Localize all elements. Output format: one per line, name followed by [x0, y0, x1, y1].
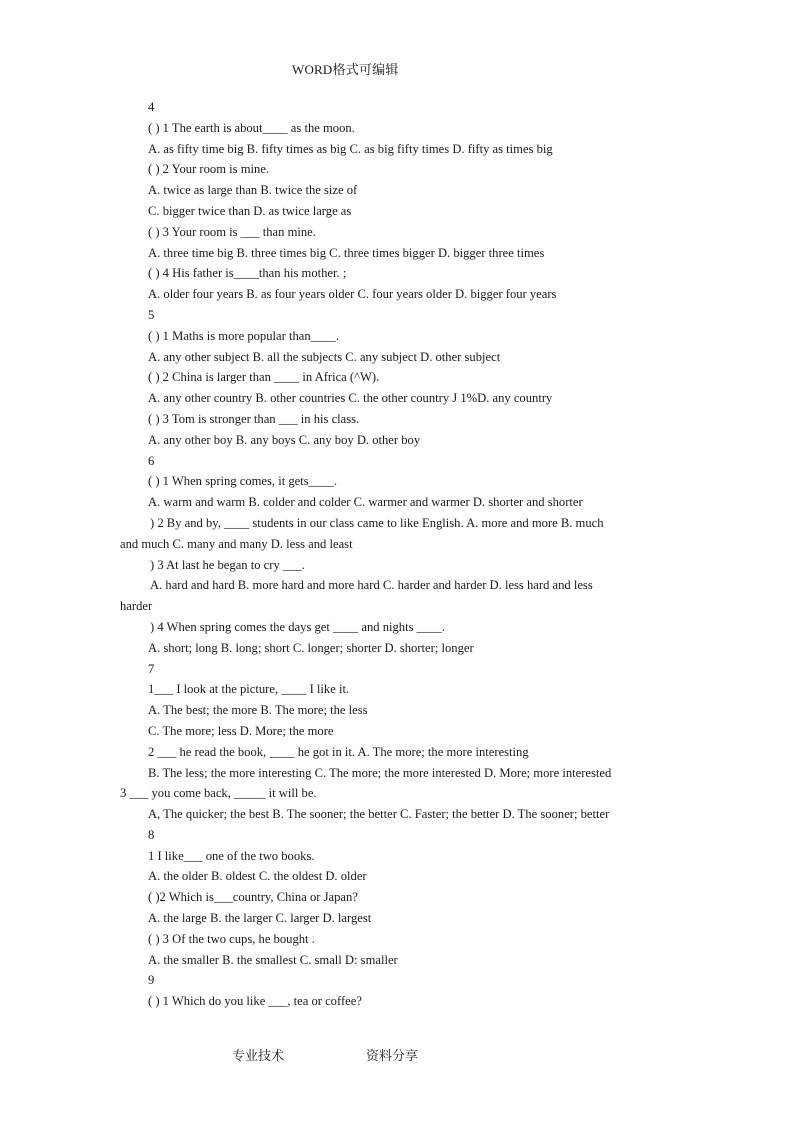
section-number: 6 [148, 453, 155, 468]
options-line: A. the large B. the larger C. larger D. largest [148, 911, 372, 926]
question-line: ( ) 4 His father is____than his mother. ; [148, 266, 347, 281]
options-line: A. The best; the more B. The more; the less [148, 703, 368, 718]
question-line: ( ) 2 Your room is mine. [148, 162, 270, 177]
question-line: ( )2 Which is___country, China or Japan? [148, 890, 358, 905]
question-line: ( ) 1 The earth is about____ as the moon. [148, 120, 355, 135]
options-line: C. The more; less D. More; the more [148, 723, 334, 738]
options-line: A. short; long B. long; short C. longer; shorter D. shorter; longer [148, 640, 474, 655]
question-line: ) 4 When spring comes the days get ____ and nights ____. [150, 619, 445, 634]
options-line: C. bigger twice than D. as twice large as [148, 203, 352, 218]
question-line: ) 2 By and by, ____ students in our class came to like English. A. more and more B. much [150, 515, 604, 530]
options-line: A. any other boy B. any boys C. any boy D. other boy [148, 432, 421, 447]
question-line: 3 ___ you come back, _____ it will be. [120, 786, 317, 801]
footer-left-text: 专业技术 [232, 1048, 285, 1063]
section-number: 4 [148, 100, 155, 114]
options-line: A. any other country B. other countries C. the other country J 1%D. any country [148, 391, 553, 406]
question-line: ( ) 1 When spring comes, it gets____. [148, 474, 337, 489]
options-line: A. twice as large than B. twice the size of [148, 183, 358, 198]
question-line: ) 3 At last he began to cry ___. [150, 557, 305, 572]
options-line: harder [120, 599, 153, 614]
section-number: 5 [148, 307, 155, 322]
question-line: 1___ I look at the picture, ____ I like it. [148, 682, 350, 697]
section-number: 8 [148, 827, 155, 842]
options-line: A. three time big B. three times big C. three times bigger D. bigger three times [148, 245, 545, 260]
options-line: B. The less; the more interesting C. The more; the more interested D. More; more interested [148, 765, 612, 780]
footer-right-text: 资料分享 [366, 1048, 419, 1063]
section-number: 7 [148, 661, 155, 676]
options-line: A. hard and hard B. more hard and more hard C. harder and harder D. less hard and less [150, 578, 593, 593]
question-line: 2 ___ he read the book, ____ he got in it. A. The more; the more interesting [148, 744, 529, 759]
question-line: ( ) 3 Tom is stronger than ___ in his class. [148, 411, 360, 426]
options-line: A. warm and warm B. colder and colder C. warmer and warmer D. shorter and shorter [148, 495, 583, 510]
options-line: A. the smaller B. the smallest C. small D: smaller [148, 952, 398, 967]
options-line: A. older four years B. as four years older C. four years older D. bigger four years [148, 287, 557, 302]
options-line: and much C. many and many D. less and least [120, 536, 353, 551]
question-line: ( ) 3 Of the two cups, he bought . [148, 931, 315, 946]
question-line: ( ) 3 Your room is ___ than mine. [148, 224, 316, 239]
options-line: A. any other subject B. all the subjects C. any subject D. other subject [148, 349, 501, 364]
question-line: ( ) 1 Which do you like ___, tea or coffee? [148, 994, 362, 1009]
section-number: 9 [148, 973, 155, 988]
question-line: ( ) 1 Maths is more popular than____. [148, 328, 339, 343]
document-body [120, 97, 676, 1012]
options-line: A. the older B. oldest C. the oldest D. older [148, 869, 367, 884]
page-header: WORD格式可编辑 [292, 62, 399, 77]
options-line: A. as fifty time big B. fifty times as big C. as big fifty times D. fifty as times big [148, 141, 553, 156]
question-line: 1 I like___ one of the two books. [148, 848, 315, 863]
options-line: A, The quicker; the best B. The sooner; the better C. Faster; the better D. The sooner; better [148, 807, 610, 822]
question-line: ( ) 2 China is larger than ____ in Africa (^W). [148, 370, 380, 385]
